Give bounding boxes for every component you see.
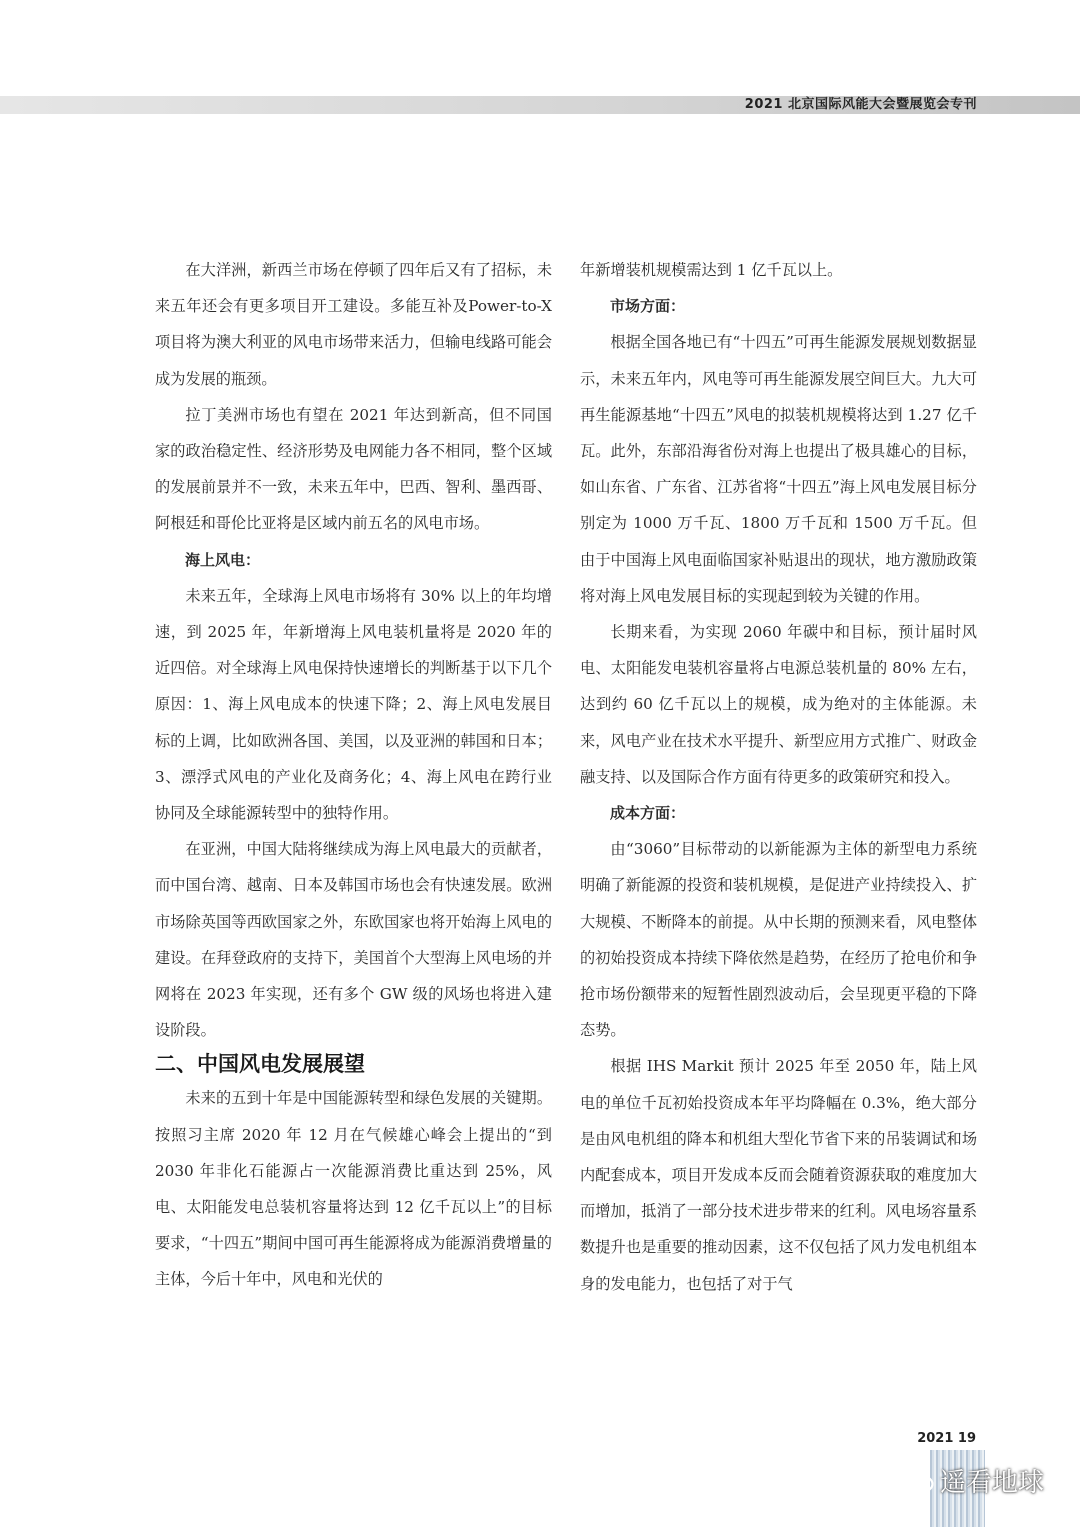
- right-column: [580, 252, 977, 1302]
- paragraph-long-term: 长期来看，为实现 2060 年碳中和目标，预计届时风电、太阳能发电装机容量将占电源总装机量的 80% 左右，达到约 60 亿千瓦以上的规模，成为绝对的主体能源。未来，风电产业在技术水平提升、新型应用方式推广、财政金融支持、以及国际合作方面有待更多的政策研究和投入。: [580, 623, 977, 786]
- paragraph-oceania: 在大洋洲，新西兰市场在停顿了四年后又有了招标，未来五年还会有更多项目开工建设。多能互补及Power-to-X 项目将为澳大利亚的风电市场带来活力，但输电线路可能会成为发展的瓶颈。: [155, 261, 552, 388]
- left-column: [155, 252, 552, 1298]
- paragraph-cost: 由“3060”目标带动的以新能源为主体的新型电力系统明确了新能源的投资和装机规模，是促进产业持续投入、扩大规模、不断降本的前提。从中长期的预测来看，风电整体的初始投资成本持续下降依然是趋势，在经历了抢电价和争抢市场份额带来的短暂性剧烈波动后，会呈现更平稳的下降态势。: [580, 840, 977, 1040]
- subheading-market: 市场方面：: [610, 297, 686, 316]
- paragraph-asia: 在亚洲，中国大陆将继续成为海上风电最大的贡献者，而中国台湾、越南、日本及韩国市场也会有快速发展。欧洲市场除英国等西欧国家之外，东欧国家也将开始海上风电的建设。在拜登政府的支持下，美国首个大型海上风电场的并网将在 2023 年实现，还有多个 GW 级的风场也将进入建设阶段。: [155, 840, 552, 1040]
- paragraph-ihs-markit: 根据 IHS Markit 预计 2025 年至 2050 年，陆上风电的单位千瓦初始投资成本年平均降幅在 0.3%，绝大部分是由风电机组的降本和机组大型化节省下来的吊装调试和场内配套成本，项目开发成本反而会随着资源获取的难度加大而增加，抵消了一部分技术进步带来的红利。风电场容量系数提升也是重要的推动因素，这不仅包括了风力发电机组本身的发电能力，也包括了对于气: [580, 1057, 977, 1293]
- page-number: 2021 19: [917, 1431, 976, 1446]
- wechat-icon: [900, 1467, 934, 1495]
- subheading-cost: 成本方面：: [610, 804, 686, 823]
- paragraph-china-outlook: 未来的五到十年是中国能源转型和绿色发展的关键期。按照习主席 2020 年 12 月在气候雄心峰会上提出的“到 2030 年非化石能源占一次能源消费比重达到 25%，风电、太阳能发电总装机容量将达到 12 亿千瓦以上”的目标要求，“十四五”期间中国可再生能源将成为能源消费增量的主体，今后十年中，风电和光伏的: [155, 1089, 552, 1289]
- paragraph-latin-america: 拉丁美洲市场也有望在 2021 年达到新高，但不同国家的政治稳定性、经济形势及电网能力各不相同，整个区域的发展前景并不一致，未来五年中，巴西、智利、墨西哥、阿根廷和哥伦比亚将是区域内前五名的风电市场。: [155, 405, 552, 533]
- subheading-offshore-wind: 海上风电：: [185, 550, 261, 569]
- paragraph-market: 根据全国各地已有“十四五”可再生能源发展规划数据显示，未来五年内，风电等可再生能源发展空间巨大。九大可再生能源基地“十四五”风电的拟装机规模将达到 1.27 亿千瓦。此外，东部沿海省份对海上也提出了极具雄心的目标，如山东省、广东省、江苏省将“十四五”海上风电发展目标分别定为 1000 万千瓦、1800 万千瓦和 1500 万千瓦。但由于中国海上风电面临国家补贴退出的现状，地方激励政策将对海上风电发展目标的实现起到较为关键的作用。: [580, 333, 977, 605]
- paragraph-continued: 年新增装机规模需达到 1 亿千瓦以上。: [580, 261, 843, 279]
- watermark-text: 遥看地球: [940, 1468, 1045, 1498]
- publication-title: 2021 北京国际风能大会暨展览会专刊: [744, 97, 977, 112]
- watermark: [900, 1462, 1044, 1499]
- paragraph-offshore-growth: 未来五年，全球海上风电市场将有 30% 以上的年均增速，到 2025 年，年新增海上风电装机量将是 2020 年的近四倍。对全球海上风电保持快速增长的判断基于以下几个原因：1、海上风电成本的快速下降；2、海上风电发展目标的上调，比如欧洲各国、美国，以及亚洲的韩国和日本；3、漂浮式风电的产业化及商务化；4、海上风电在跨行业协同及全球能源转型中的独特作用。: [155, 586, 552, 823]
- section-title-china-outlook: 二、中国风电发展展望: [155, 1052, 365, 1077]
